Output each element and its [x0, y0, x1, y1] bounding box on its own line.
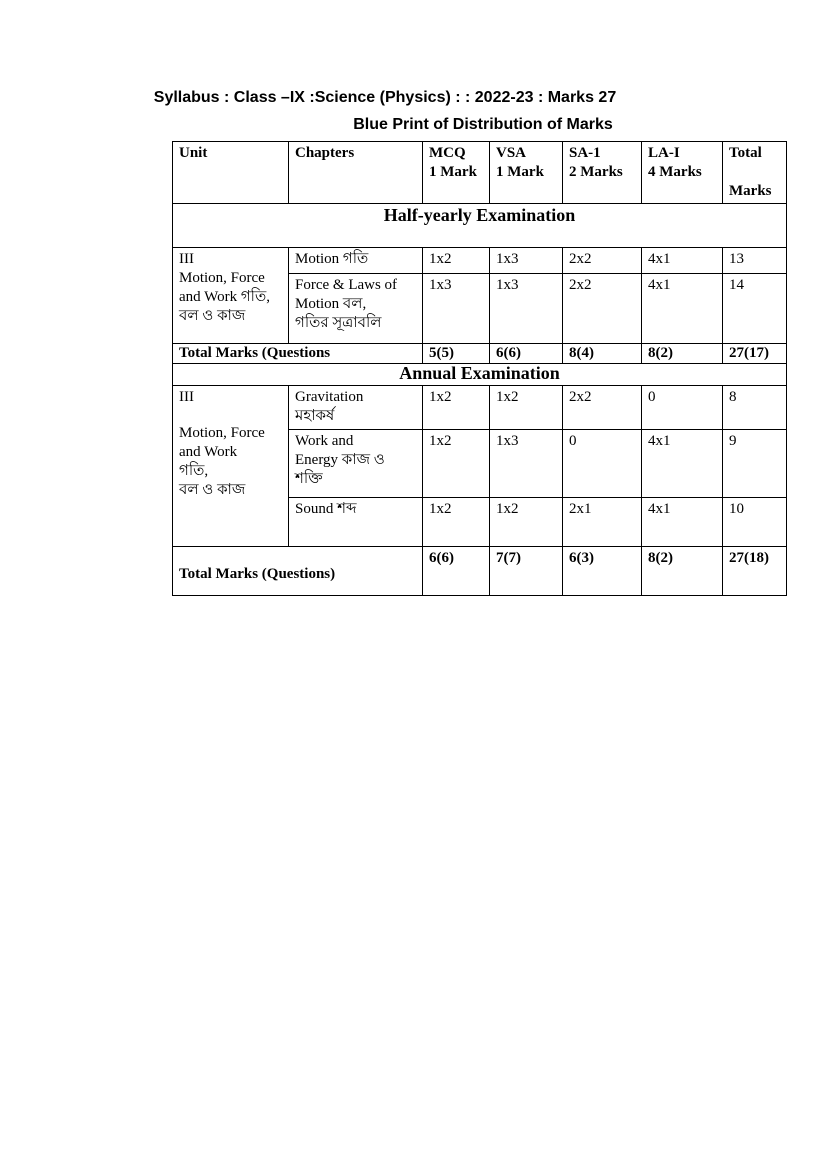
vsa-cell: 1x3: [490, 248, 563, 274]
header-sa-line2: 2 Marks: [569, 164, 623, 180]
unit-line: বল ও কাজ: [179, 482, 246, 498]
annual-heading-row: [173, 364, 787, 386]
total-sa: 6(3): [563, 547, 642, 596]
half-yearly-unit: [173, 248, 289, 344]
la-cell: 0: [642, 386, 723, 430]
unit-line: Motion, Force: [179, 270, 265, 286]
total-cell: 13: [723, 248, 787, 274]
column-header-row: [173, 142, 787, 204]
header-mcq: [423, 142, 490, 204]
chapter-line: Motion বল,: [295, 296, 367, 312]
table-row: [173, 386, 787, 430]
la-cell: 4x1: [642, 248, 723, 274]
annual-unit: [173, 386, 289, 547]
vsa-cell: 1x2: [490, 386, 563, 430]
total-cell: 10: [723, 498, 787, 547]
header-vsa-line2: 1 Mark: [496, 164, 544, 180]
la-cell: 4x1: [642, 430, 723, 498]
header-vsa-line1: VSA: [496, 145, 527, 161]
vsa-cell: 1x3: [490, 430, 563, 498]
unit-line: Motion, Force: [179, 425, 265, 441]
total-sa: 8(4): [563, 344, 642, 364]
total-la: 8(2): [642, 344, 723, 364]
mcq-cell: 1x2: [423, 248, 490, 274]
total-vsa: 6(6): [490, 344, 563, 364]
chapter-cell: [289, 274, 423, 344]
unit-line: and Work: [179, 444, 238, 460]
sa-cell: 2x1: [563, 498, 642, 547]
chapter-cell: [289, 386, 423, 430]
chapter-line: Motion গতি: [295, 251, 369, 267]
unit-line: III: [179, 251, 194, 267]
vsa-cell: 1x3: [490, 274, 563, 344]
total-label: Total Marks (Questions): [173, 547, 423, 596]
header-total-line2: Marks: [729, 183, 772, 199]
la-cell: 4x1: [642, 274, 723, 344]
total-la: 8(2): [642, 547, 723, 596]
mcq-cell: 1x2: [423, 498, 490, 547]
total-mcq: 6(6): [423, 547, 490, 596]
chapter-cell: [289, 248, 423, 274]
chapter-line: Work and: [295, 433, 354, 449]
header-sa: [563, 142, 642, 204]
chapter-cell: [289, 430, 423, 498]
half-yearly-heading-row: [173, 204, 787, 248]
annual-total-row: [173, 547, 787, 596]
total-cell: 14: [723, 274, 787, 344]
half-yearly-heading: Half-yearly Examination: [173, 204, 787, 248]
total-cell: 9: [723, 430, 787, 498]
la-cell: 4x1: [642, 498, 723, 547]
vsa-cell: 1x2: [490, 498, 563, 547]
sa-cell: 2x2: [563, 386, 642, 430]
unit-line: III: [179, 389, 194, 405]
header-total-line1: Total: [729, 145, 762, 161]
table-row: [173, 248, 787, 274]
sa-cell: 2x2: [563, 248, 642, 274]
marks-distribution-table: [172, 141, 787, 596]
header-mcq-line2: 1 Mark: [429, 164, 477, 180]
mcq-cell: 1x2: [423, 386, 490, 430]
unit-line: গতি,: [179, 463, 209, 479]
header-mcq-line1: MCQ: [429, 145, 466, 161]
chapter-line: শক্তি: [295, 471, 323, 487]
unit-line: and Work গতি,: [179, 289, 270, 305]
total-total: 27(18): [723, 547, 787, 596]
mcq-cell: 1x3: [423, 274, 490, 344]
header-la-line1: LA-I: [648, 145, 680, 161]
chapter-line: Sound শব্দ: [295, 501, 357, 517]
blueprint-subtitle: Blue Print of Distribution of Marks: [353, 116, 613, 133]
total-vsa: 7(7): [490, 547, 563, 596]
header-la-line2: 4 Marks: [648, 164, 702, 180]
chapter-line: Gravitation: [295, 389, 364, 405]
chapter-line: গতির সূত্রাবলি: [295, 315, 382, 331]
total-label: Total Marks (Questions: [173, 344, 423, 364]
chapter-cell: [289, 498, 423, 547]
chapter-line: মহাকর্ষ: [295, 408, 335, 424]
mcq-cell: 1x2: [423, 430, 490, 498]
total-cell: 8: [723, 386, 787, 430]
half-yearly-total-row: [173, 344, 787, 364]
total-mcq: 5(5): [423, 344, 490, 364]
unit-line: বল ও কাজ: [179, 308, 246, 324]
header-vsa: [490, 142, 563, 204]
sa-cell: 0: [563, 430, 642, 498]
header-total: [723, 142, 787, 204]
header-la: [642, 142, 723, 204]
header-chapters: Chapters: [289, 142, 423, 204]
total-total: 27(17): [723, 344, 787, 364]
chapter-line: Force & Laws of: [295, 277, 398, 293]
chapter-line: Energy কাজ ও: [295, 452, 385, 468]
header-sa-line1: SA-1: [569, 145, 601, 161]
header-unit: Unit: [173, 142, 289, 204]
sa-cell: 2x2: [563, 274, 642, 344]
syllabus-title: Syllabus : Class –IX :Science (Physics) : : 2022-23 : Marks 27: [153, 89, 617, 106]
annual-heading: Annual Examination: [173, 364, 787, 386]
